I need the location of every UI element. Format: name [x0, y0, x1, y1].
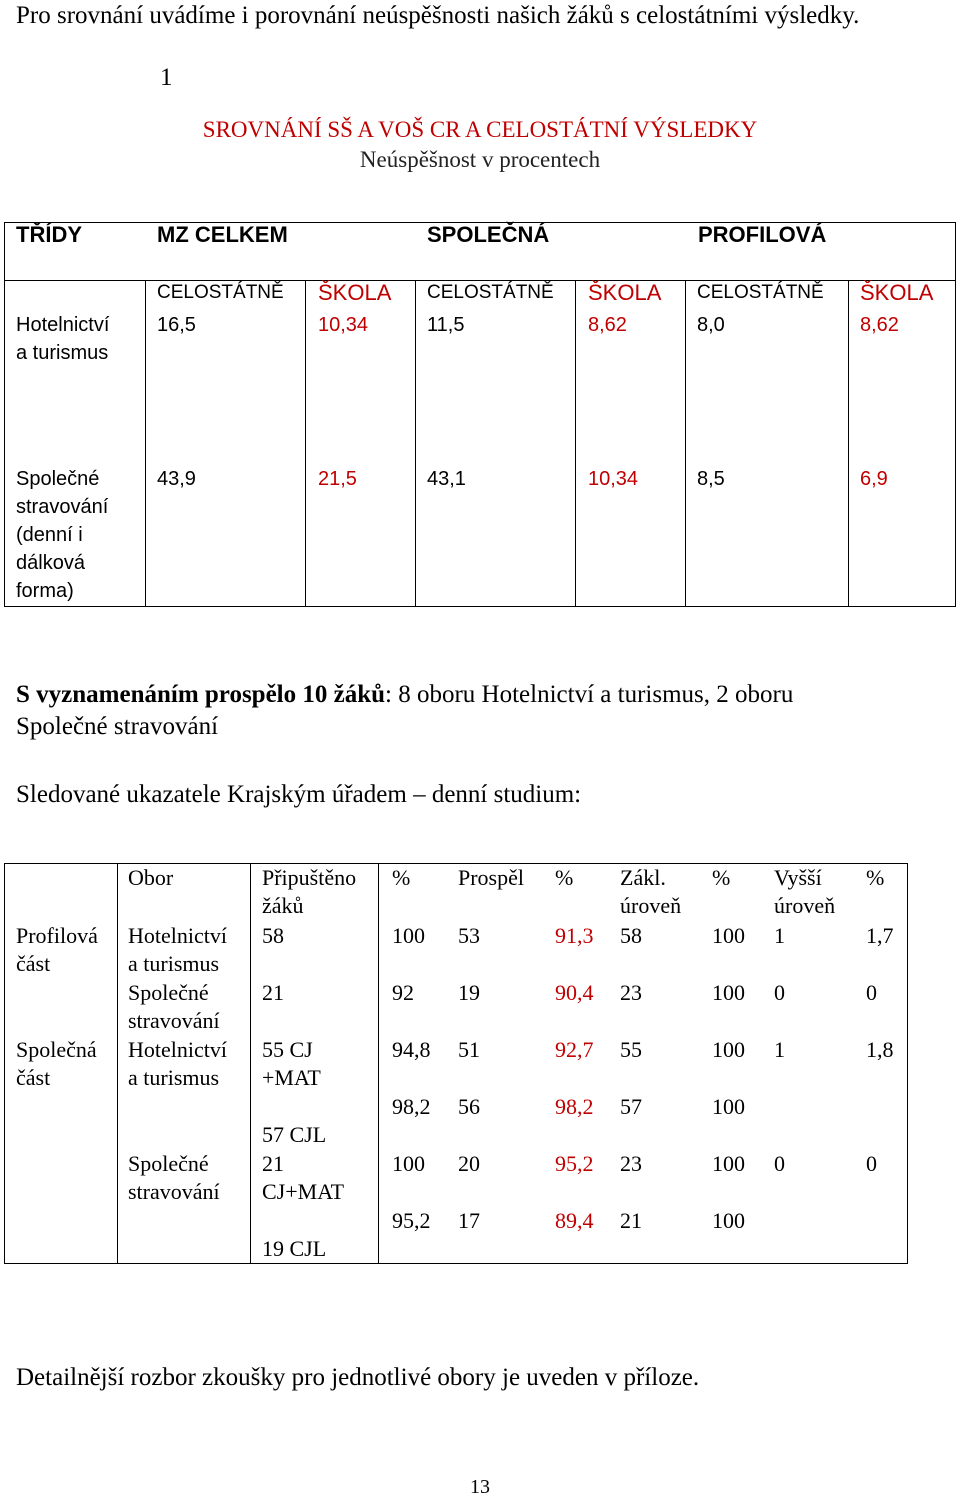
cell: 58 [262, 923, 284, 948]
header-classes: TŘÍDY [16, 222, 82, 247]
value-cell: 21,5 [318, 468, 357, 490]
subheader-school: ŠKOLA [318, 280, 392, 305]
footnote-marker: 1 [160, 64, 173, 91]
value-cell: 8,5 [697, 468, 725, 490]
cell: 98,2 [392, 1094, 431, 1119]
value-cell: 8,62 [860, 314, 899, 336]
value-cell: 16,5 [157, 314, 196, 336]
subheader-national: CELOSTÁTNĚ [157, 282, 284, 303]
footer-note: Detailnější rozbor zkoušky pro jednotlivé obory je uveden v příloze. [16, 1364, 700, 1391]
cell: 92 [392, 980, 414, 1005]
header-passed: Prospěl [458, 865, 524, 890]
cell: 21 [262, 980, 284, 1005]
cell: 0 [866, 980, 877, 1005]
header-obor: Obor [128, 865, 174, 890]
cell: 1 [774, 923, 785, 948]
cell: 21 [262, 1151, 284, 1176]
table1-subtitle: Neúspěšnost v procentech [359, 147, 601, 172]
cell: 100 [712, 1208, 745, 1233]
cell: 1 [774, 1037, 785, 1062]
cell: 92,7 [555, 1037, 594, 1062]
header-percent: % [555, 865, 574, 890]
table1-title: SROVNÁNÍ SŠ A VOŠ CR A CELOSTÁTNÍ VÝSLEDKY [202, 117, 758, 142]
subheader-school: ŠKOLA [588, 280, 662, 305]
cell: 100 [712, 923, 745, 948]
cell: 56 [458, 1094, 480, 1119]
cell: 55 [620, 1037, 642, 1062]
cell: 19 [458, 980, 480, 1005]
header-profile: PROFILOVÁ [698, 222, 827, 247]
value-cell: 43,9 [157, 468, 196, 490]
value-cell: 43,1 [427, 468, 466, 490]
header-admitted: Připuštěno žáků [262, 865, 357, 918]
obor-label: Hotelnictví a turismus [128, 923, 227, 976]
cell: 100 [712, 980, 745, 1005]
intro-paragraph: Pro srovnání uvádíme i porovnání neúspěšnosti našich žáků s celostátními výsledky. [16, 2, 860, 29]
header-percent: % [392, 865, 411, 890]
cell: 1,8 [866, 1037, 894, 1062]
indicators-heading: Sledované ukazatele Krajským úřadem – denní studium: [16, 781, 582, 808]
obor-label: Hotelnictví a turismus [128, 1037, 227, 1090]
cell: 0 [774, 1151, 785, 1176]
cell: 95,2 [555, 1151, 594, 1176]
row-label: Společné stravování (denní i dálková forma) [16, 468, 109, 602]
cell: CJ+MAT [262, 1179, 345, 1204]
cell: 100 [712, 1037, 745, 1062]
value-cell: 8,62 [588, 314, 627, 336]
value-cell: 6,9 [860, 468, 888, 490]
row-label: Hotelnictví a turismus [16, 314, 110, 364]
subheader-national: CELOSTÁTNĚ [697, 282, 824, 303]
cell: 21 [620, 1208, 642, 1233]
value-cell: 8,0 [697, 314, 725, 336]
header-basic-level: Zákl. úroveň [620, 865, 682, 918]
value-cell: 11,5 [427, 314, 465, 336]
honors-paragraph: S vyznamenáním prospělo 10 žáků: 8 oboru Hotelnictví a turismus, 2 oboru Společné stravování [16, 681, 794, 740]
subheader-national: CELOSTÁTNĚ [427, 282, 554, 303]
subheader-school: ŠKOLA [860, 280, 934, 305]
cell: 100 [392, 923, 425, 948]
obor-label: Společné stravování [128, 980, 220, 1033]
cell: 0 [866, 1151, 877, 1176]
page-number: 13 [470, 1476, 490, 1498]
cell: 57 CJL [262, 1122, 327, 1147]
section-common: Společná část [16, 1037, 97, 1090]
value-cell: 10,34 [588, 468, 639, 490]
obor-label: Společné stravování [128, 1151, 220, 1204]
cell: 100 [392, 1151, 425, 1176]
cell: 51 [458, 1037, 480, 1062]
cell: 89,4 [555, 1208, 594, 1233]
value-cell: 10,34 [318, 314, 369, 336]
cell: 90,4 [555, 980, 594, 1005]
header-percent: % [712, 865, 731, 890]
cell: 58 [620, 923, 642, 948]
header-common: SPOLEČNÁ [427, 222, 550, 247]
cell: 95,2 [392, 1208, 431, 1233]
header-percent: % [866, 865, 885, 890]
cell: 0 [774, 980, 785, 1005]
cell: +MAT [262, 1065, 321, 1090]
cell: 100 [712, 1151, 745, 1176]
cell: 98,2 [555, 1094, 594, 1119]
cell: 55 CJ [262, 1037, 313, 1062]
cell: 17 [458, 1208, 480, 1233]
cell: 91,3 [555, 923, 594, 948]
cell: 1,7 [866, 923, 894, 948]
cell: 100 [712, 1094, 745, 1119]
cell: 94,8 [392, 1037, 431, 1062]
cell: 23 [620, 1151, 642, 1176]
cell: 23 [620, 980, 642, 1005]
cell: 57 [620, 1094, 642, 1119]
header-higher-level: Vyšší úroveň [774, 865, 836, 918]
cell: 53 [458, 923, 480, 948]
header-mz-total: MZ CELKEM [157, 222, 288, 247]
cell: 19 CJL [262, 1236, 327, 1261]
cell: 20 [458, 1151, 480, 1176]
section-profile: Profilová část [16, 923, 98, 976]
